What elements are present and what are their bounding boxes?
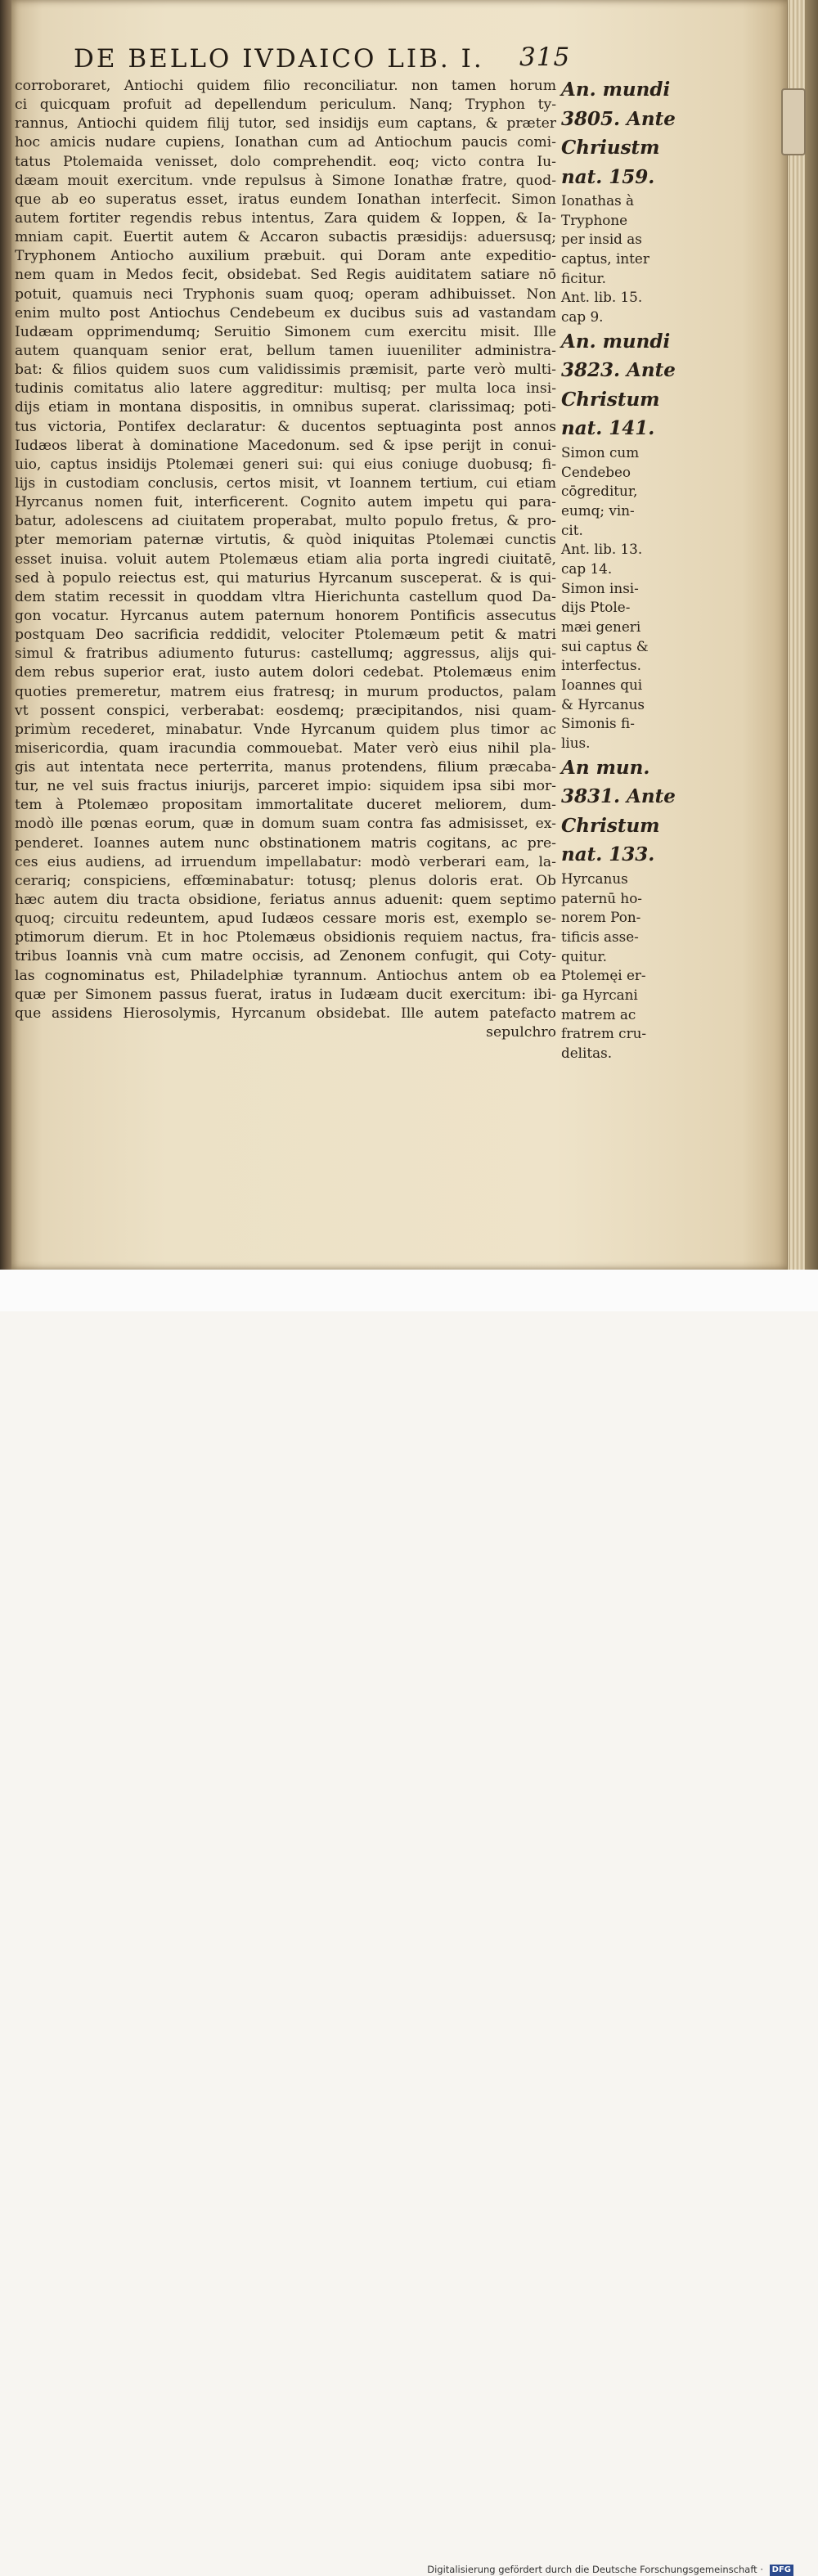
text-line: dæam mouit exercitum. vnde repulsus à Simone Ionathæ fratre, quod- — [15, 172, 556, 189]
text-line: ces eius audiens, ad irruendum impellabatur: modò verberari eam, la- — [15, 853, 556, 870]
text-line: Iudæos liberat à dominatione Macedonum. sed & ipse perijt in conui- — [15, 437, 556, 454]
text-line: Tryphonem Antiocho auxilium præbuit. qui Doram ante expeditio- — [15, 248, 556, 265]
text-line: ptimorum dierum. Et in hoc Ptolemæus obsidionis requiem nactus, fra- — [15, 929, 556, 946]
margin-note: ficitur. — [561, 269, 607, 286]
text-line: sed à populo reiectus est, qui maturius Hyrcanum susceperat. & is qui- — [15, 569, 556, 587]
margin-note: interfectus. — [561, 657, 641, 674]
margin-note: cap 9. — [561, 308, 604, 326]
text-line: potuit, quamuis neci Tryphonis suam quoq; operam adhibuisset. Non — [15, 285, 556, 303]
margin-note: norem Pon- — [561, 909, 641, 926]
margin-note: delitas. — [561, 1045, 613, 1061]
text-line: tribus Ioannis vnà cum matre occisis, ad Zenonem confugit, qui Coty- — [15, 948, 556, 965]
margin-note: Tryphone — [561, 211, 628, 228]
text-line: que assidens Hierosolymis, Hyrcanum obsidebat. Ille autem patefacto — [15, 1005, 556, 1022]
running-head — [74, 43, 571, 77]
margin-note: Ant. lib. 15. — [561, 289, 643, 306]
margin-note: captus, inter — [561, 250, 649, 267]
text-line: dem statim recessit in quoddam vltra Hierichunta castellum quod Da- — [15, 588, 556, 605]
margin-note: dijs Ptole- — [561, 599, 631, 616]
text-line: cerariq; conspiciens, effœminabatur: totusq; plenus doloris erat. Ob — [15, 872, 556, 889]
text-line: que ab eo superatus esset, iratus eundem Ionathan interfecit. Simon — [15, 191, 556, 208]
text-line: las cognominatus est, Philadelphiæ tyrannum. Antiochus antem ob ea — [15, 967, 556, 984]
margin-date-note: nat. 159. — [561, 165, 655, 188]
text-line: primùm recederet, minabatur. Vnde Hyrcanum quidem plus timor ac — [15, 721, 556, 738]
text-line: lijs in custodiam conclusis, certos misit, vt Ioannem tertium, cui etiam — [15, 474, 556, 492]
margin-note: per insid as — [561, 231, 642, 248]
margin-note: matrem ac — [561, 1005, 636, 1023]
text-line: sepulchro — [486, 1024, 556, 1041]
text-line: quoq; circuitu redeuntem, apud Iudæos cessare moris est, exemplo se- — [15, 910, 556, 928]
margin-note: Simon insi- — [561, 579, 639, 596]
margin-date-note: 3831. Ante — [561, 785, 676, 808]
margin-note: Hyrcanus — [561, 870, 628, 887]
margin-note: quitur. — [561, 947, 607, 964]
margin-date-note: An. mundi — [561, 330, 671, 353]
text-line: hæc autem diu tracta obsidione, feriatus annus aduenit: quem septimo — [15, 892, 556, 909]
text-line: tur, ne vel suis fractus iniurijs, parceret impio: siquidem ipsa sibi mor- — [15, 778, 556, 795]
page-fore-edge — [787, 0, 806, 1270]
margin-date-note: An. mundi — [561, 79, 671, 101]
text-line: esset inuisa. voluit autem Ptolemæus etiam alia porta ingredi ciuitatē, — [15, 551, 556, 568]
running-head-title: DE BELLO IVDAICO LIB. I. — [74, 44, 484, 74]
text-line: gon vocatur. Hyrcanus autem paternum honorem Pontificis assecutus — [15, 607, 556, 624]
margin-note: sui captus & — [561, 637, 649, 654]
text-line: mniam capit. Euertit autem & Accaron subactis præsidijs: aduersusq; — [15, 229, 556, 246]
margin-note: eumq; vin- — [561, 501, 635, 519]
page-number: 315 — [519, 43, 571, 72]
margin-note: cit. — [561, 521, 583, 538]
text-line: penderet. Ioannes autem nunc obstinationem matris cogitans, ac pre- — [15, 834, 556, 852]
book-cover-edge — [805, 0, 818, 1270]
margin-notes — [561, 75, 676, 1063]
margin-date-note: Christum — [561, 814, 660, 837]
text-line: vt possent conspici, verberabat: eosdemq; præcipitandos, nisi quam- — [15, 702, 556, 719]
text-line: ci quicquam profuit ad depellendum periculum. Nanq; Tryphon ty- — [15, 97, 556, 114]
margin-note: paternū ho- — [561, 889, 642, 906]
text-line: quoties premeretur, matrem eius fratresq; in murum productos, palam — [15, 683, 556, 700]
margin-note: cap 14. — [561, 560, 613, 577]
margin-note: Ionathas à — [561, 192, 635, 209]
text-line: modò ille pœnas eorum, quæ in domum suam contra fas admisisset, ex- — [15, 816, 556, 833]
funding-credit-text: Digitalisierung gefördert durch die Deutsche Forschungsgemeinschaft · — [427, 2564, 763, 2575]
text-line: dem rebus superior erat, iusto autem dolori cedebat. Ptolemæus enim — [15, 664, 556, 681]
margin-note: cōgreditur, — [561, 483, 638, 500]
dfg-logo: DFG — [770, 2565, 793, 2576]
margin-note: fratrem cru- — [561, 1025, 647, 1042]
margin-date-note: Chriustm — [561, 137, 660, 159]
margin-date-note: 3805. Ante — [561, 107, 676, 130]
margin-note: Cendebeo — [561, 463, 631, 480]
text-line: batur, adolescens ad ciuitatem properabat, multo populo fretus, & pro- — [15, 513, 556, 530]
margin-date-note: 3823. Ante — [561, 359, 676, 382]
text-line: Iudæam opprimendumq; Seruitio Simonem cum exercitu misit. Ille — [15, 323, 556, 340]
text-line: corroboraret, Antiochi quidem filio reconciliatur. non tamen horum — [15, 78, 556, 94]
text-line: simul & fratribus adiumento futurus: castellumq; aggressus, alijs qui- — [15, 645, 556, 663]
text-line: bat: & filios quidem suos cum validissimis præmisit, parte verò multi- — [15, 362, 556, 379]
text-line: misericordia, quam iracundia commouebat. Mater verò eius nihil pla- — [15, 740, 556, 757]
margin-note: Simonis fi- — [561, 715, 635, 732]
funding-credit — [427, 2564, 793, 2576]
margin-date-note: An mun. — [561, 756, 650, 779]
text-line: tatus Ptolemaida venisset, dolo comprehendit. eoq; victo contra Iu- — [15, 153, 556, 170]
text-line: enim multo post Antiochus Cendebeum ex ducibus suis ad vastandam — [15, 304, 556, 321]
margin-date-note: Christum — [561, 388, 660, 411]
margin-date-note: nat. 133. — [561, 843, 655, 866]
margin-note: tificis asse- — [561, 928, 639, 945]
text-line: quæ per Simonem passus fuerat, iratus in Iudæam ducit exercitum: ibi- — [15, 986, 556, 1003]
text-line: postquam Deo sacrificia reddidit, velociter Ptolemæum petit & matri — [15, 627, 556, 644]
margin-note: Ptolemęi er- — [561, 967, 646, 984]
text-line: tus victoria, Pontifex declaratur: & ducentos septuaginta post annos — [15, 418, 556, 435]
text-line: autem quanquam senior erat, bellum tamen iuueniliter administra- — [15, 342, 556, 359]
margin-note: mæi generi — [561, 618, 641, 635]
text-line: nem quam in Medos fecit, obsidebat. Sed Regis auiditatem satiare nō — [15, 267, 556, 284]
text-line: hoc amicis nudare cupiens, Ionathan cum ad Antiochum paucis comi- — [15, 134, 556, 151]
text-line: Hyrcanus nomen fuit, interficerent. Cognito autem impetu qui para- — [15, 494, 556, 511]
text-line: gis aut intentata nece perterrita, manus protendens, filium præcaba- — [15, 759, 556, 776]
margin-note: lius. — [561, 735, 591, 752]
margin-note: Ant. lib. 13. — [561, 541, 643, 558]
margin-note: & Hyrcanus — [561, 695, 645, 713]
text-line: dijs etiam in montana dispositis, in omnibus superat. clarissimaq; poti- — [15, 399, 556, 416]
text-line: rannus, Antiochi quidem filij tutor, sed insidijs eum captans, & præter — [15, 115, 556, 133]
text-line: uio, captus insidijs Ptolemæi generi sui: qui eius coniuge duobusq; fi- — [15, 456, 556, 473]
text-line: autem fortiter regendis rebus intentus, Zara quidem & Ioppen, & Ia- — [15, 209, 556, 227]
text-line: tudinis comitatus alio latere aggreditur: multisq; per multa loca insi- — [15, 380, 556, 398]
text-line: tem à Ptolemæo propositam immortalitate duceret meliorem, dum- — [15, 797, 556, 814]
margin-date-note: nat. 141. — [561, 417, 655, 440]
text-line: pter memoriam paternæ virtutis, & quòd iniquitas Ptolemæi cunctis — [15, 532, 556, 549]
margin-note: Simon cum — [561, 443, 640, 461]
main-text-block — [15, 77, 556, 1042]
margin-note: ga Hyrcani — [561, 986, 638, 1003]
bookmark-clasp — [781, 88, 806, 155]
margin-note: Ioannes qui — [561, 677, 643, 694]
footer-band — [0, 1270, 818, 2575]
